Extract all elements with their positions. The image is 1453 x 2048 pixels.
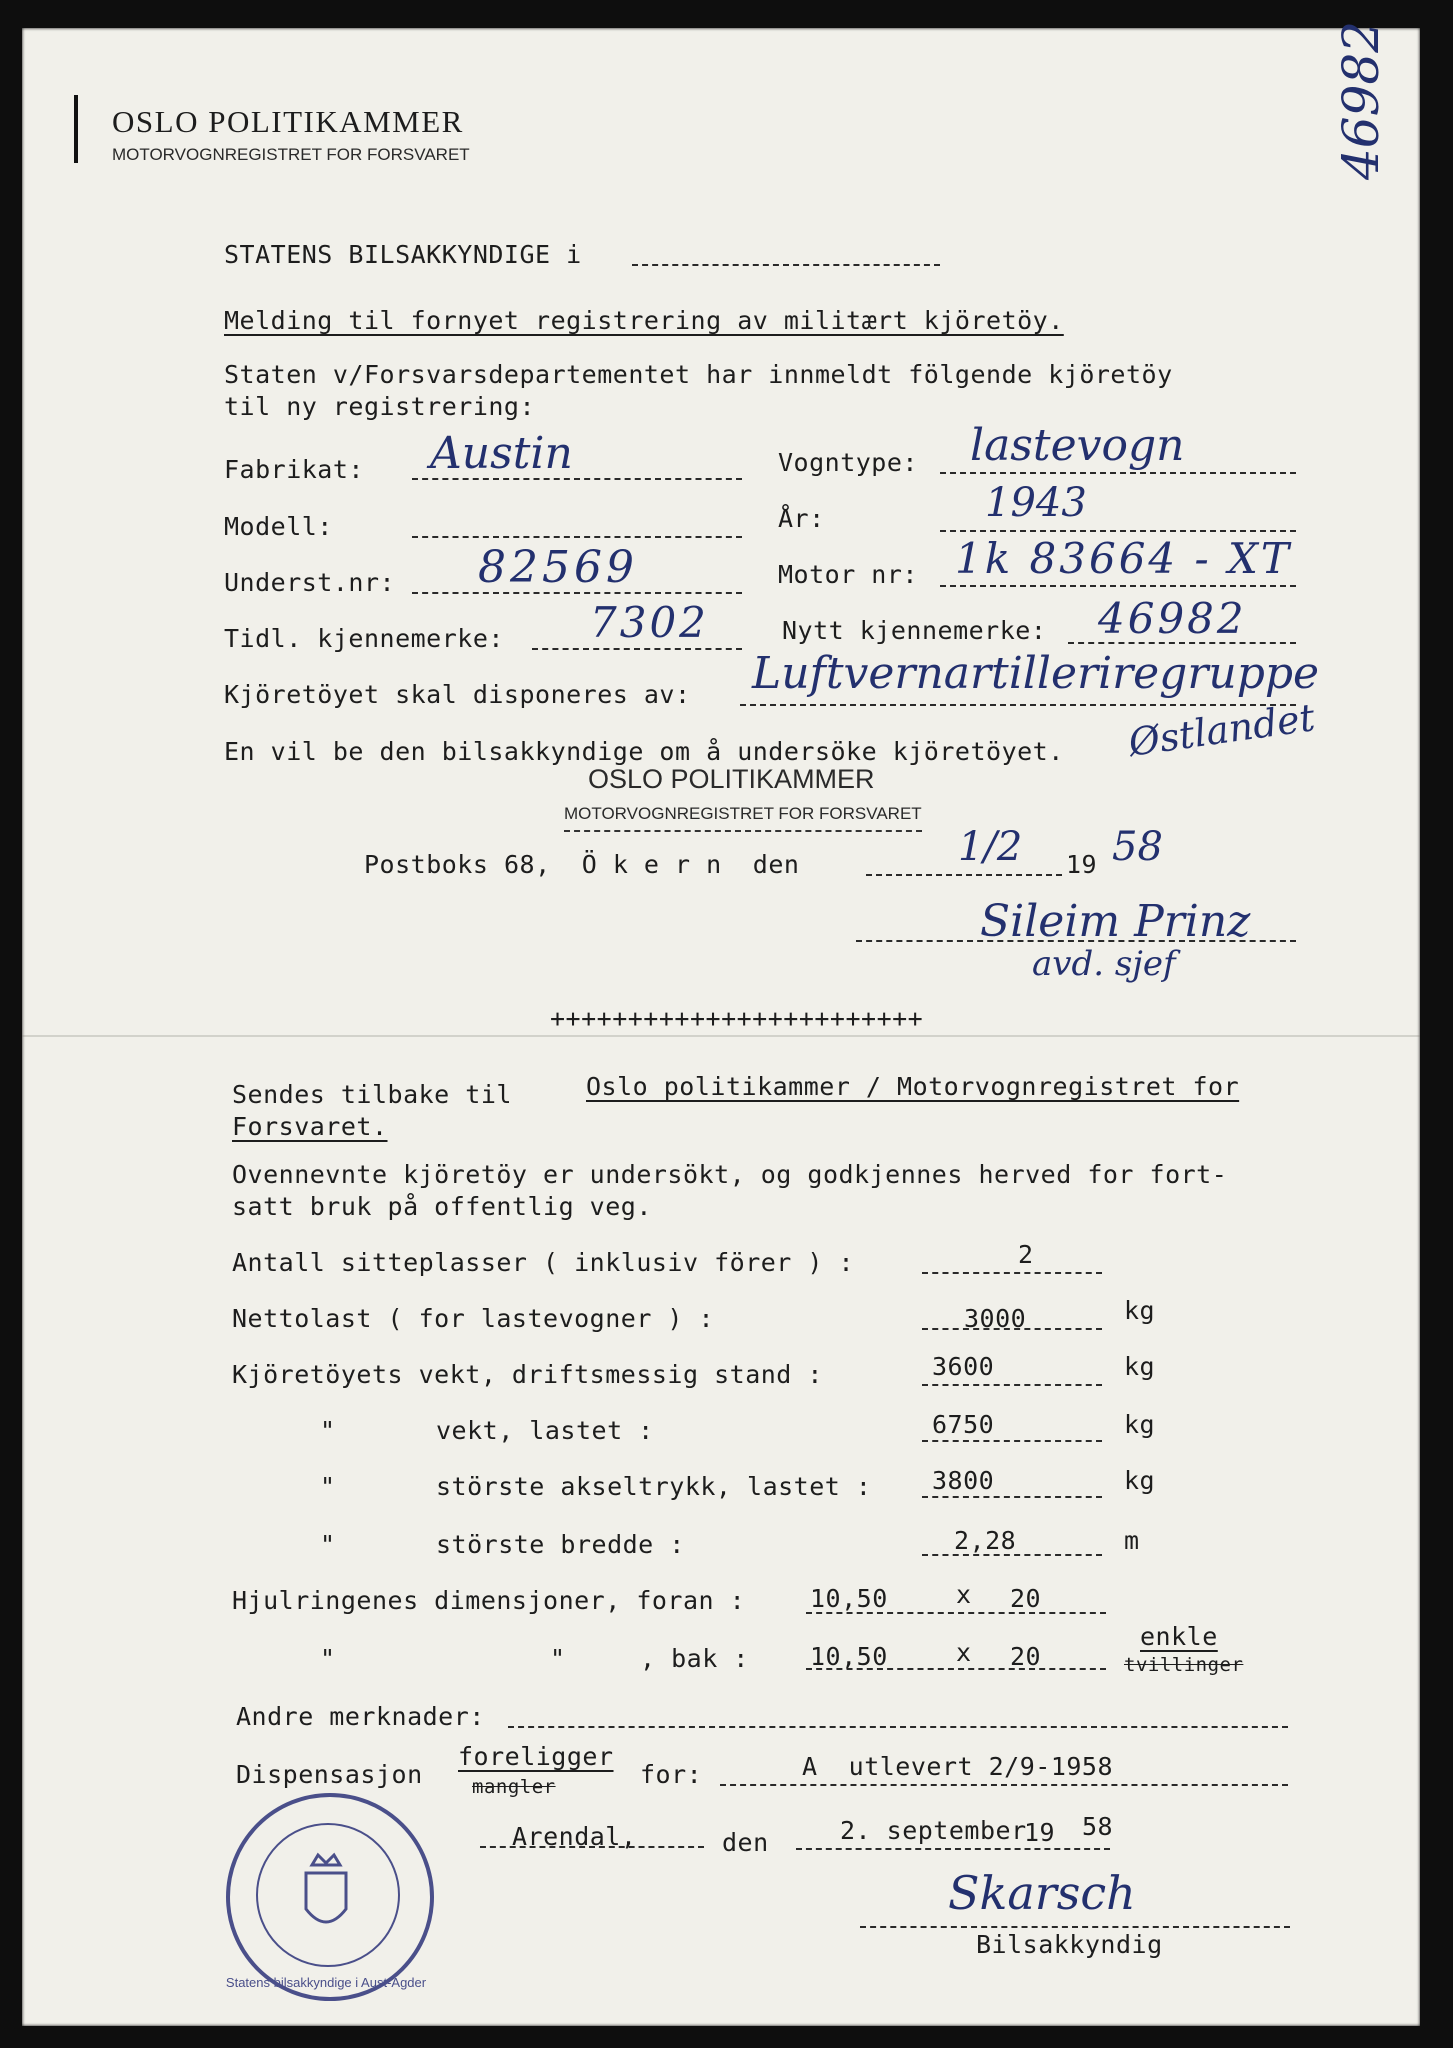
fabrikat-value: Austin <box>430 428 573 479</box>
disponeres-line <box>740 704 1296 706</box>
bredde-label: störste bredde : <box>436 1530 685 1559</box>
motor-value: 1k 83664 - XT <box>955 534 1292 583</box>
lastet-label: vekt, lastet : <box>436 1416 654 1445</box>
stamp1-subtitle: MOTORVOGNREGISTRET FOR FORSVARET <box>564 804 922 832</box>
lastet-value: 6750 <box>932 1410 995 1439</box>
date-year-prefix: 19 <box>1024 1818 1056 1847</box>
vogntype-label: Vogntype: <box>778 448 918 477</box>
motor-label: Motor nr: <box>778 560 918 589</box>
aksel-unit: kg <box>1124 1466 1156 1495</box>
nettolast-unit: kg <box>1124 1296 1156 1325</box>
intro-line-1: Staten v/Forsvarsdepartementet har innmeldt fölgende kjöretöy <box>224 360 1173 389</box>
hjul-bak-b: 20 <box>1010 1642 1042 1671</box>
place: Arendal, <box>512 1822 637 1851</box>
stamp1-title: OSLO POLITIKAMMER <box>588 764 875 794</box>
ditto-3: " <box>320 1530 336 1559</box>
tidl-line <box>532 648 742 650</box>
nettolast-label: Nettolast ( for lastevogner ) : <box>232 1304 715 1333</box>
addressee: STATENS BILSAKKYNDIGE i <box>224 240 582 269</box>
vekt-value: 3600 <box>932 1352 995 1381</box>
place-line <box>480 1846 704 1848</box>
heading: Melding til fornyet registrering av militært kjöretöy. <box>224 306 1064 335</box>
enkle: enkle <box>1140 1622 1218 1651</box>
modell-line <box>412 536 742 538</box>
hjul-x-bak: x <box>956 1638 972 1667</box>
date-value: 2. september <box>840 1816 1027 1845</box>
den: den <box>722 1828 769 1857</box>
vogntype-line <box>940 472 1296 474</box>
vekt-label: Kjöretöyets vekt, driftsmessig stand : <box>232 1360 823 1389</box>
dispensasjon-line <box>720 1784 1288 1786</box>
hjul-bak-a: 10,50 <box>810 1642 888 1671</box>
fabrikat-label: Fabrikat: <box>224 455 364 484</box>
hjul-foran-a: 10,50 <box>810 1584 888 1613</box>
ditto-2: " <box>320 1472 336 1501</box>
seats-value: 2 <box>1018 1240 1034 1269</box>
date-year: 58 <box>1082 1812 1114 1841</box>
postboks-year: 58 <box>1112 824 1163 870</box>
tidl-value: 7302 <box>590 598 709 647</box>
lastet-line <box>922 1440 1102 1442</box>
aksel-line <box>922 1496 1102 1498</box>
hjul-foran-b: 20 <box>1010 1584 1042 1613</box>
ditto-5: " <box>550 1644 566 1673</box>
understell-label: Underst.nr: <box>224 568 396 597</box>
letterhead-subtitle: MOTORVOGNREGISTRET FOR FORSVARET <box>112 145 470 164</box>
round-stamp-emblem <box>226 1793 426 1993</box>
signature1: Sileim Prinz <box>980 896 1251 947</box>
request-line: En vil be den bilsakkyndige om å undersöke kjöretöyet. <box>224 737 1064 766</box>
letterhead-bar <box>74 95 78 163</box>
lastet-unit: kg <box>1124 1410 1156 1439</box>
signature2-line <box>860 1926 1290 1928</box>
hjul-x-foran: x <box>956 1580 972 1609</box>
seats-label: Antall sitteplasser ( inklusiv förer ) : <box>232 1248 855 1277</box>
doc-number-handwritten: 46982 <box>1332 20 1390 180</box>
disponeres-value-2: Østlandet <box>1125 695 1318 765</box>
dispensasjon-foreligger: foreligger <box>458 1742 614 1771</box>
nettolast-value: 3000 <box>964 1304 1027 1333</box>
intro-line-2: til ny registrering: <box>224 392 536 421</box>
dispensasjon-struck: mangler <box>472 1776 556 1798</box>
approval-line-2: satt bruk på offentlig veg. <box>232 1192 652 1221</box>
return-dest-1: Oslo politikammer / Motorvognregistret for <box>586 1072 1240 1101</box>
approval-line-1: Ovennevnte kjöretöy er undersökt, og godkjennes herved for fort- <box>232 1160 1228 1189</box>
ditto-4: " <box>320 1644 336 1673</box>
dispensasjon-label: Dispensasjon <box>236 1760 423 1789</box>
aar-value: 1943 <box>985 480 1087 526</box>
disponeres-value: Luftvernartilleriregruppe <box>752 648 1320 699</box>
aksel-label: störste akseltrykk, lastet : <box>436 1472 872 1501</box>
date-line <box>796 1848 1110 1850</box>
round-stamp-text: Statens bilsakkyndige i Aust-Agder <box>226 1975 426 1990</box>
nytt-value: 46982 <box>1098 594 1247 643</box>
return-dest-2: Forsvaret. <box>232 1112 388 1141</box>
seats-line <box>922 1272 1102 1274</box>
enkle-struck: tvillinger <box>1124 1654 1244 1676</box>
vekt-line <box>922 1384 1102 1386</box>
aar-line <box>940 530 1296 532</box>
motor-line <box>940 585 1296 587</box>
hjul-label: Hjulringenes dimensjoner, foran : <box>232 1586 746 1615</box>
aksel-value: 3800 <box>932 1466 995 1495</box>
vogntype-value: lastevogn <box>970 420 1185 471</box>
vekt-unit: kg <box>1124 1352 1156 1381</box>
nytt-label: Nytt kjennemerke: <box>782 616 1047 645</box>
signature1-title: avd. sjef <box>1032 944 1176 984</box>
ditto-1: " <box>320 1416 336 1445</box>
postboks-date: 1/2 <box>958 824 1023 870</box>
bak-label: , bak : <box>640 1644 749 1673</box>
signature2: Skarsch <box>948 1866 1136 1920</box>
merknader-label: Andre merknader: <box>236 1702 485 1731</box>
postboks-text: Postboks 68, Ö k e r n den <box>364 850 800 879</box>
postboks-year-prefix: 19 <box>1066 850 1098 879</box>
round-stamp <box>226 1793 434 2001</box>
letterhead-title: OSLO POLITIKAMMER <box>112 104 464 139</box>
fold-line <box>22 1035 1420 1037</box>
signer-title: Bilsakkyndig <box>976 1930 1163 1959</box>
tidl-label: Tidl. kjennemerke: <box>224 624 504 653</box>
aar-label: År: <box>778 504 825 533</box>
bredde-value: 2,28 <box>954 1526 1017 1555</box>
addressee-line <box>632 264 940 266</box>
return-label: Sendes tilbake til <box>232 1080 512 1109</box>
separator: ++++++++++++++++++++++++ <box>550 1004 924 1033</box>
bredde-unit: m <box>1124 1526 1140 1555</box>
understell-value: 82569 <box>478 542 638 593</box>
dispensasjon-for: for: <box>640 1760 703 1789</box>
disponeres-label: Kjöretöyet skal disponeres av: <box>224 680 691 709</box>
merknader-line <box>508 1726 1288 1728</box>
dispensasjon-value: A utlevert 2/9-1958 <box>802 1752 1114 1781</box>
postboks-date-line <box>866 874 1062 876</box>
modell-label: Modell: <box>224 512 333 541</box>
